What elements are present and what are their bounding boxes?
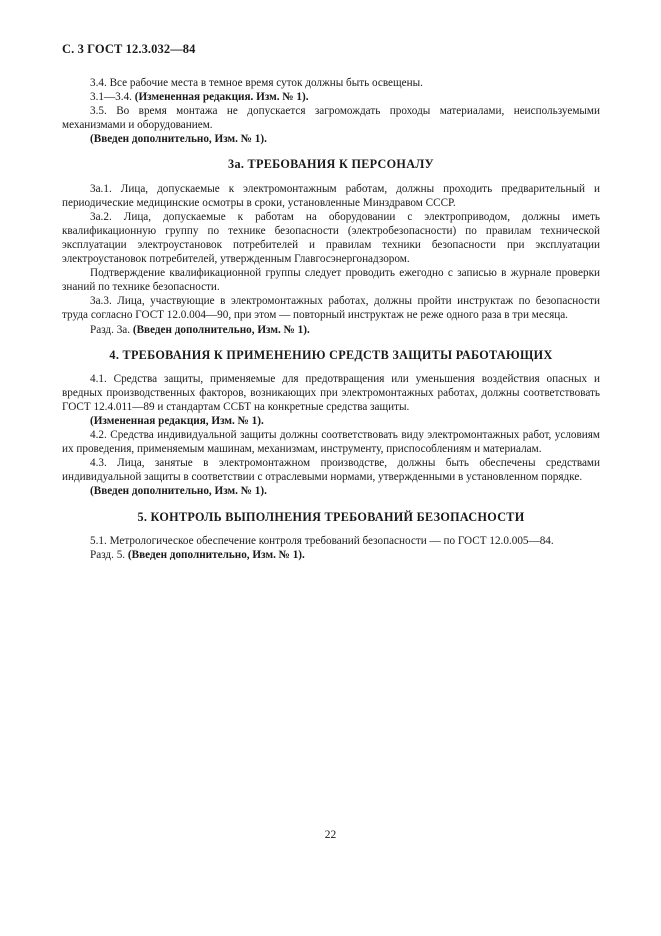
clause-4-2-4-3-amendment: (Введен дополнительно, Изм. № 1). <box>90 485 267 498</box>
section-5-amendment <box>62 548 600 562</box>
clause-3a-1: 3а.1. Лица, допускаемые к электромонтажным работам, должны проходить предварительный и периодические медицинские осмотры в сроки, установленные Минздравом СССР. <box>62 182 600 209</box>
clause-3a-2: 3а.2. Лица, допускаемые к работам на оборудовании с электроприводом, должны иметь квалификационную группу по технике безопасности (электробезопасности) по правилам технической эксплуатации электроустановок потребителей и правилам техники безопасности при эксплуатации электроустановок потребителей, утвержденным Главгосэнергонадзором. <box>62 210 600 266</box>
clause-4-1-amendment: (Измененная редакция, Изм. № 1). <box>90 414 264 427</box>
clause-4-1: 4.1. Средства защиты, применяемые для предотвращения или уменьшения воздействия опасных и вредных производственных факторов, возникающих при электромонтажных работах, должны соответствовать ГОСТ 12.4.011—89 и стандартам ССБТ на конкретные средства защиты. <box>62 372 600 413</box>
clause-3a-2-continued: Подтверждение квалификационной группы следует проводить ежегодно с записью в журнале проверки знаний по технике безопасности. <box>62 267 600 294</box>
running-head: С. 3 ГОСТ 12.3.032—84 <box>62 42 196 56</box>
amendment-prefix: Разд. 3а. <box>90 323 133 336</box>
section-3a-amendment <box>62 323 600 337</box>
clause-3a-3: 3а.3. Лица, участвующие в электромонтажных работах, должны пройти инструктаж по безопасности труда согласно ГОСТ 12.0.004—90, при этом — повторный инструктаж не реже одного раза в три месяца. <box>62 295 600 322</box>
page-body <box>62 76 600 562</box>
section-5-title: 5. КОНТРОЛЬ ВЫПОЛНЕНИЯ ТРЕБОВАНИЙ БЕЗОПАСНОСТИ <box>137 509 525 524</box>
amendment-prefix: Разд. 5. <box>90 548 128 561</box>
clause-3-4: 3.4. Все рабочие места в темное время суток должны быть освещены. <box>90 77 423 89</box>
amendment-note: (Введен дополнительно, Изм. № 1). <box>132 323 310 336</box>
clause-4-2: 4.2. Средства индивидуальной защиты должны соответствовать виду электромонтажных работ, условиям их проведения, применяемым машинам, механизмам, инструменту, приспособлениям и материалам. <box>62 429 600 456</box>
clause-3-5-amendment: (Введен дополнительно, Изм. № 1). <box>90 133 267 146</box>
clause-3-5: 3.5. Во время монтажа не допускается загромождать проходы материалами, неиспользуемыми механизмами и оборудованием. <box>62 105 600 132</box>
clause-4-3: 4.3. Лица, занятые в электромонтажном производстве, должны быть обеспечены средствами индивидуальной защиты в соответствии с отраслевыми нормами, утвержденными в установленном порядке. <box>62 457 600 484</box>
amendment-note: (Измененная редакция. Изм. № 1). <box>134 91 309 104</box>
amendment-note: (Введен дополнительно, Изм. № 1). <box>127 548 305 561</box>
amendment-prefix: 3.1—3.4. <box>90 91 135 104</box>
section-4-title: 4. ТРЕБОВАНИЯ К ПРИМЕНЕНИЮ СРЕДСТВ ЗАЩИТЫ РАБОТАЮЩИХ <box>109 347 553 362</box>
clause-5-1: 5.1. Метрологическое обеспечение контроля требований безопасности — по ГОСТ 12.0.005—84. <box>90 534 554 547</box>
clause-3-1-3-4-amendment <box>62 90 600 104</box>
section-3a-title: 3а. ТРЕБОВАНИЯ К ПЕРСОНАЛУ <box>228 157 434 172</box>
page-number: 22 <box>324 829 337 841</box>
